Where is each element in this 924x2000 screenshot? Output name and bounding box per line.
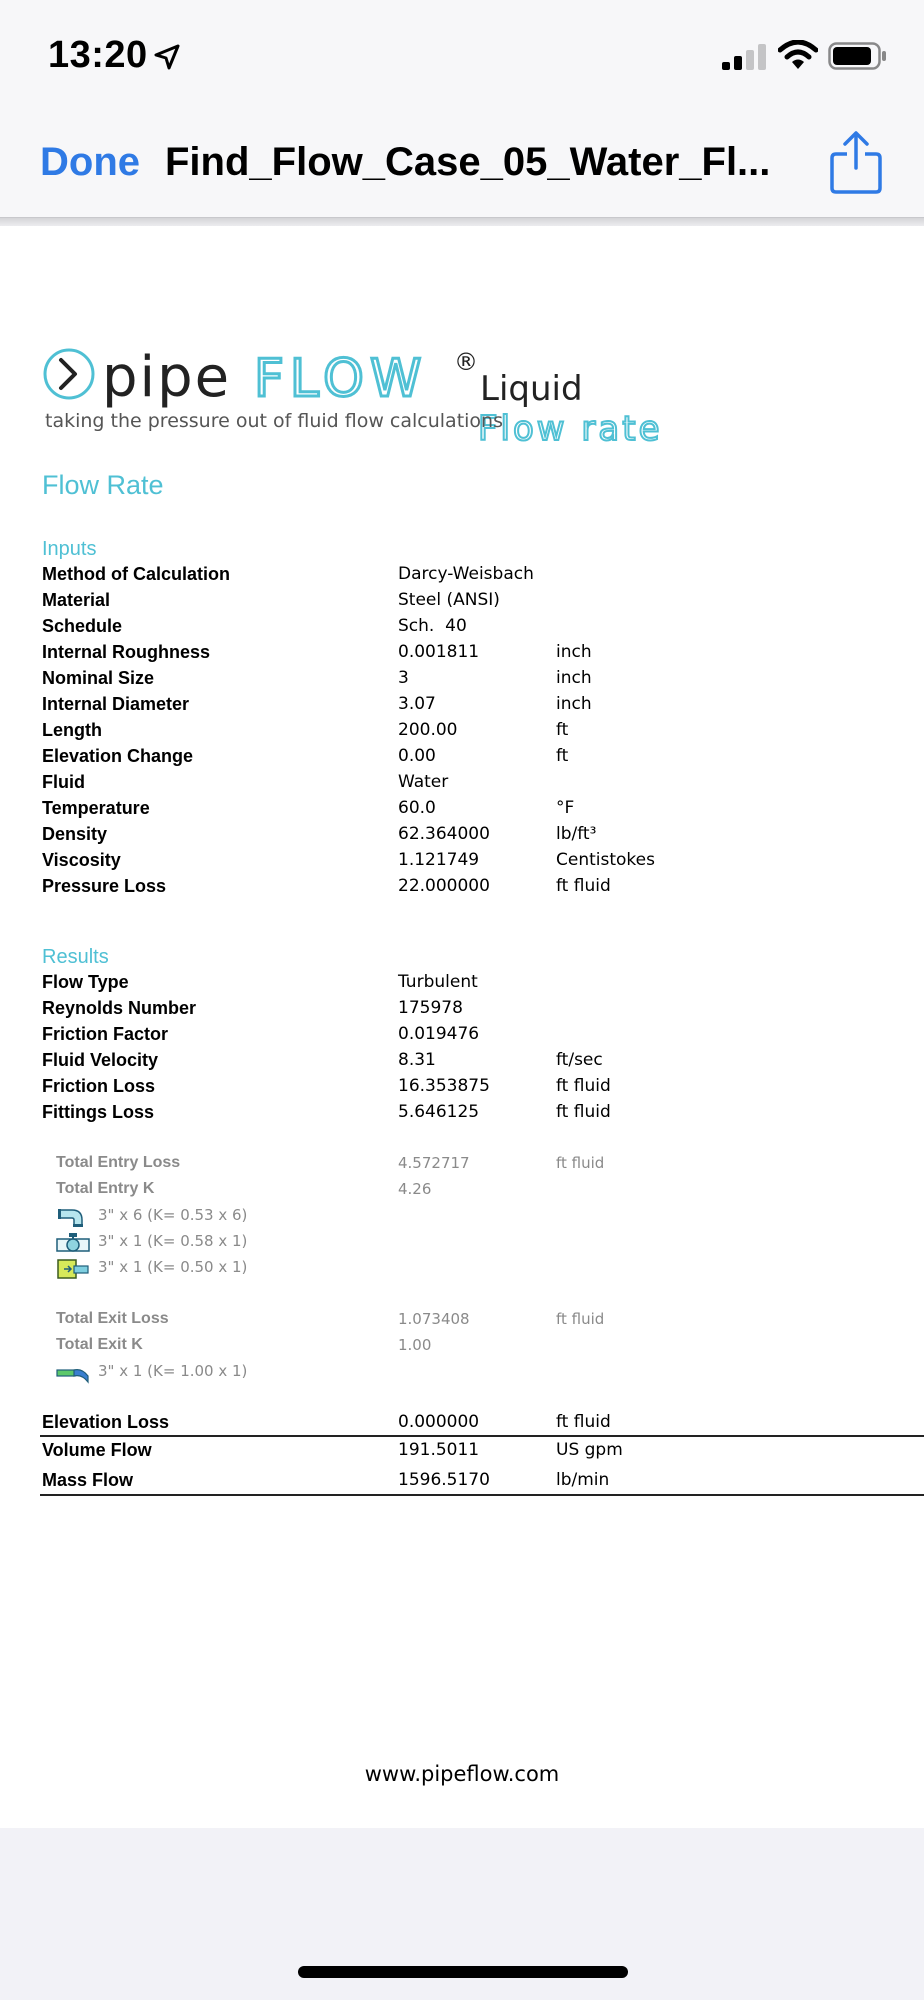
row-label: Schedule [42, 616, 123, 636]
valve-fitting-icon [56, 1232, 90, 1254]
table-divider [40, 1435, 924, 1437]
status-time: 13:20 [48, 34, 148, 76]
row-label: Friction Factor [42, 1024, 169, 1044]
input-row-fluid [42, 772, 924, 798]
row-value: 62.364000 [398, 824, 490, 844]
row-label: Total Entry Loss [56, 1154, 181, 1171]
result-row-fittings-loss [42, 1102, 924, 1128]
pipeflow-logo [42, 348, 722, 448]
row-label: Fluid Velocity [42, 1050, 159, 1070]
row-value: Sch. 40 [398, 616, 467, 636]
row-unit: ft fluid [556, 1102, 611, 1122]
fitting-text: 3" x 1 (K= 0.50 x 1) [98, 1258, 248, 1276]
wifi-icon [778, 40, 818, 70]
results-heading: Results [42, 946, 109, 968]
input-row-density [42, 824, 924, 850]
fitting-text: 3" x 1 (K= 1.00 x 1) [98, 1362, 248, 1380]
exit-loss-row [56, 1310, 924, 1334]
cell-signal-icon [722, 42, 768, 70]
logo-product-line1: Liquid [480, 369, 583, 409]
nav-bar [0, 110, 924, 218]
entry-loss-row [56, 1154, 924, 1178]
row-label: Nominal Size [42, 668, 155, 688]
result-row-friction-factor [42, 1024, 924, 1050]
total-row-mass-flow [42, 1470, 924, 1496]
row-value: 3 [398, 668, 409, 688]
row-label: Internal Diameter [42, 694, 190, 714]
row-label: Total Exit K [56, 1336, 143, 1353]
logo-registered: ® [454, 348, 478, 376]
logo-tagline: taking the pressure out of fluid flow calculations [45, 410, 503, 432]
row-label: Pressure Loss [42, 876, 167, 896]
input-row-viscosity [42, 850, 924, 876]
row-label: Internal Roughness [42, 642, 211, 662]
elbow-fitting-icon [56, 1206, 90, 1228]
row-label: Length [42, 720, 102, 740]
input-row-roughness [42, 642, 924, 668]
row-value: 1.00 [398, 1336, 432, 1354]
row-value: Water [398, 772, 449, 792]
row-label: Total Entry K [56, 1180, 155, 1197]
row-label: Reynolds Number [42, 998, 197, 1018]
report-title: Flow Rate [42, 470, 164, 500]
location-arrow-icon [152, 42, 182, 72]
row-value: 1596.5170 [398, 1470, 490, 1490]
row-unit: inch [556, 694, 592, 714]
row-label: Density [42, 824, 108, 844]
share-icon[interactable] [828, 130, 884, 194]
row-label: Elevation Change [42, 746, 194, 766]
document-title: Find_Flow_Case_05_Water_Fl... [165, 140, 771, 184]
result-row-reynolds [42, 998, 924, 1024]
row-label: Mass Flow [42, 1470, 134, 1490]
row-value: 60.0 [398, 798, 436, 818]
row-unit: ft/sec [556, 1050, 603, 1070]
row-label: Temperature [42, 798, 150, 818]
input-row-method [42, 564, 924, 590]
done-button[interactable]: Done [40, 140, 140, 184]
logo-product-line2: Flow rate [478, 409, 663, 448]
row-unit: inch [556, 668, 592, 688]
row-value: 0.000000 [398, 1412, 480, 1432]
row-value: 1.121749 [398, 850, 480, 870]
row-value: 191.5011 [398, 1440, 480, 1460]
pipe-exit-icon [56, 1362, 90, 1384]
row-unit: °F [556, 798, 575, 818]
row-value: 4.572717 [398, 1154, 470, 1172]
row-value: 0.001811 [398, 642, 480, 662]
row-value: 4.26 [398, 1180, 432, 1198]
row-unit: ft fluid [556, 1154, 605, 1172]
row-value: 1.073408 [398, 1310, 470, 1328]
input-row-length [42, 720, 924, 746]
logo-brand-dark: pipe [102, 348, 232, 410]
exit-k-row [56, 1336, 924, 1360]
table-divider [40, 1494, 924, 1496]
row-label: Fittings Loss [42, 1102, 154, 1122]
input-row-nominal-size [42, 668, 924, 694]
row-value: Steel (ANSI) [398, 590, 500, 610]
total-row-volume-flow [42, 1440, 924, 1466]
row-label: Fluid [42, 772, 85, 792]
logo-brand-light: FLOW [254, 349, 428, 409]
row-value: 8.31 [398, 1050, 436, 1070]
row-value: 22.000000 [398, 876, 490, 896]
row-value: 3.07 [398, 694, 436, 714]
row-unit: ft [556, 720, 569, 740]
row-value: 16.353875 [398, 1076, 490, 1096]
row-value: 0.00 [398, 746, 436, 766]
row-label: Viscosity [42, 850, 121, 870]
row-label: Material [42, 590, 111, 610]
result-row-friction-loss [42, 1076, 924, 1102]
nav-divider [0, 218, 924, 226]
row-label: Friction Loss [42, 1076, 156, 1096]
battery-icon [828, 42, 888, 70]
row-unit: lb/min [556, 1470, 610, 1490]
row-label: Method of Calculation [42, 564, 230, 584]
footer-url: www.pipeflow.com [364, 1762, 560, 1786]
entrance-fitting-icon [56, 1258, 90, 1280]
row-unit: ft [556, 746, 569, 766]
row-unit: ft fluid [556, 1076, 611, 1096]
row-unit: US gpm [556, 1440, 623, 1460]
row-unit: Centistokes [556, 850, 655, 870]
entry-k-row [56, 1180, 924, 1204]
input-row-temperature [42, 798, 924, 824]
row-label: Volume Flow [42, 1440, 152, 1460]
row-label: Flow Type [42, 972, 129, 992]
row-unit: ft fluid [556, 1412, 611, 1432]
row-unit: lb/ft³ [556, 824, 597, 844]
input-row-pressure-loss [42, 876, 924, 902]
row-label: Elevation Loss [42, 1412, 170, 1432]
row-unit: ft fluid [556, 876, 611, 896]
row-value: Turbulent [398, 972, 478, 992]
input-row-schedule [42, 616, 924, 642]
inputs-heading: Inputs [42, 538, 97, 560]
status-bar [0, 0, 924, 110]
result-row-flow-type [42, 972, 924, 998]
input-row-elevation-change [42, 746, 924, 772]
row-label: Total Exit Loss [56, 1310, 169, 1327]
row-value: 200.00 [398, 720, 458, 740]
row-unit: ft fluid [556, 1310, 605, 1328]
row-value: 5.646125 [398, 1102, 480, 1122]
row-value: 0.019476 [398, 1024, 480, 1044]
row-value: 175978 [398, 998, 463, 1018]
pdf-page[interactable] [0, 226, 924, 1828]
row-unit: inch [556, 642, 592, 662]
row-value: Darcy-Weisbach [398, 564, 534, 584]
home-indicator[interactable] [298, 1966, 628, 1978]
fitting-text: 3" x 1 (K= 0.58 x 1) [98, 1232, 248, 1250]
input-row-internal-diameter [42, 694, 924, 720]
input-row-material [42, 590, 924, 616]
fitting-text: 3" x 6 (K= 0.53 x 6) [98, 1206, 248, 1224]
result-row-velocity [42, 1050, 924, 1076]
